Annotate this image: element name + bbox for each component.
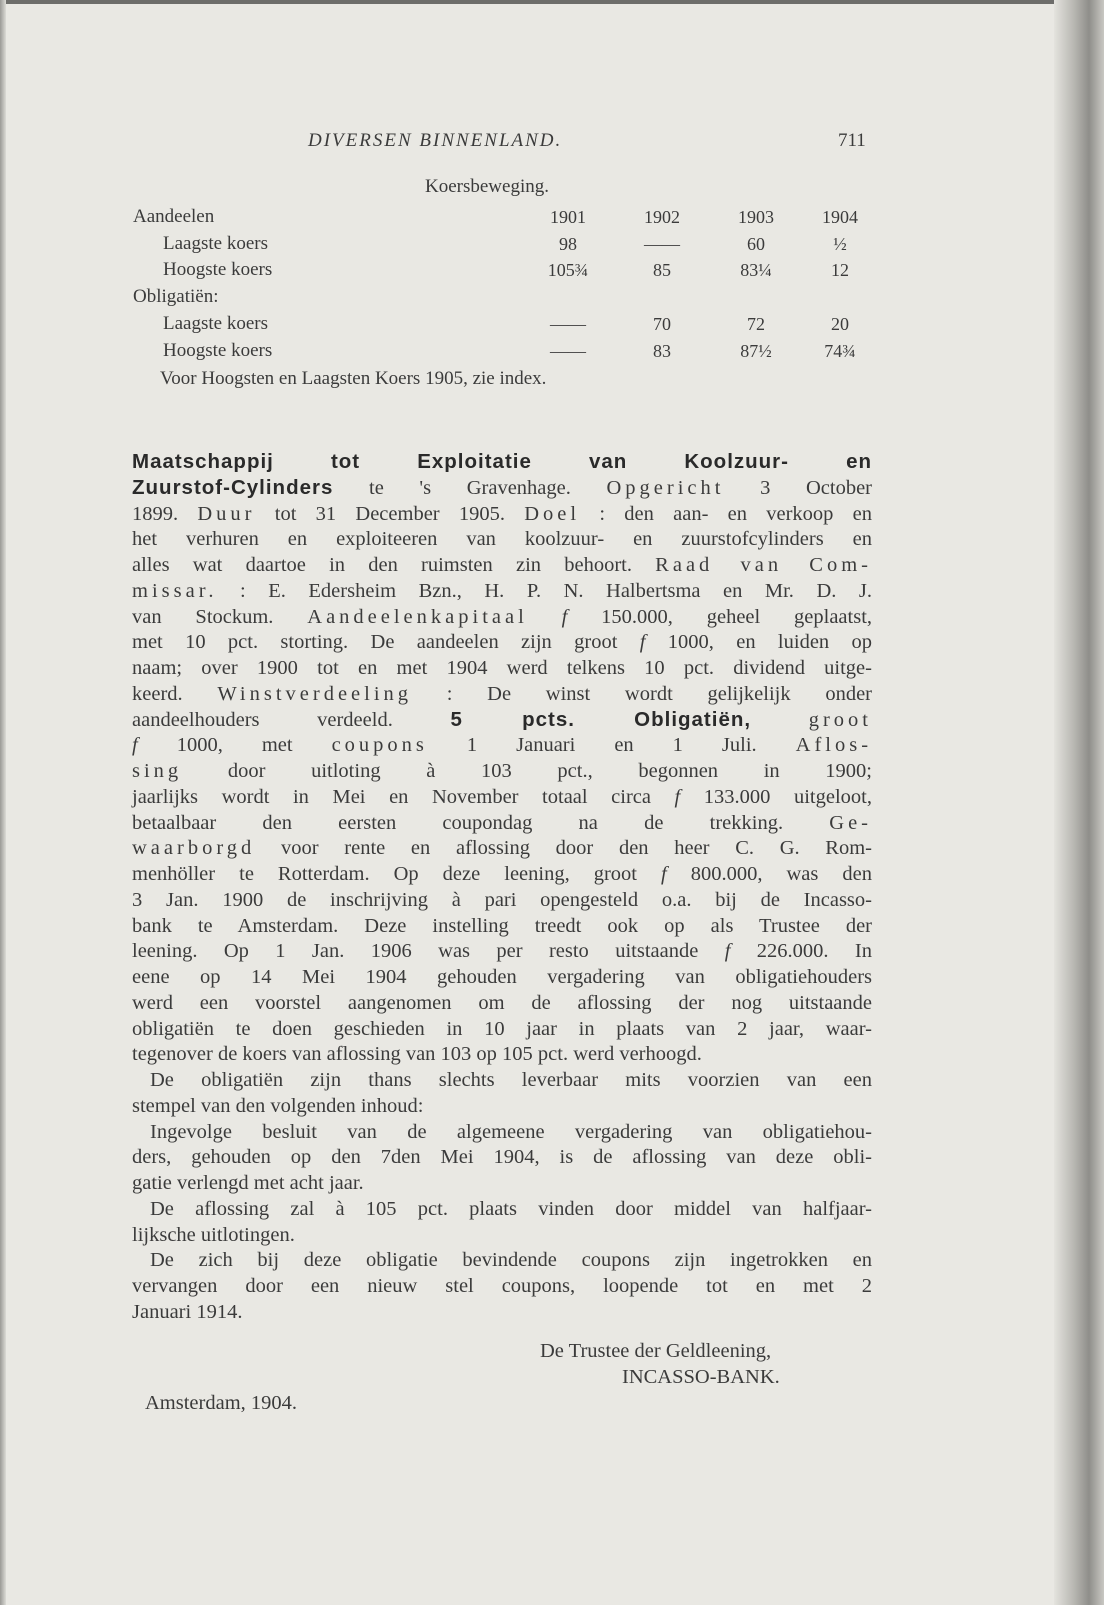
text-line — [132, 811, 872, 835]
text-segment: f — [661, 863, 667, 885]
text-segment: ders, gehouden op den 7den Mei 1904, is de aflossing van deze obli- — [132, 1146, 872, 1169]
text-segment: : E. Edersheim Bzn., H. P. N. Halbertsma en Mr. D. J. — [240, 579, 872, 602]
text-segment: stempel van den volgenden inhoud: — [132, 1094, 424, 1117]
page-number: 711 — [838, 130, 866, 151]
bold-heading-text: Zuurstof-Cylinders — [132, 475, 334, 499]
text-line — [132, 1145, 872, 1169]
table-cell: 1904 — [822, 207, 858, 227]
spaced-emphasis-text: Raad van Com- — [655, 554, 872, 576]
text-segment: 800.000, was den — [690, 863, 872, 885]
table-note: Voor Hoogsten en Laagsten Koers 1905, zie index. — [160, 368, 547, 389]
text-line — [132, 965, 872, 989]
table-cell: 105¾ — [547, 260, 589, 281]
text-line — [132, 450, 872, 474]
text-line — [132, 502, 872, 526]
text-segment: betaalbaar den eersten coupondag na de trekking. — [132, 811, 830, 834]
spaced-emphasis-text: coupons — [331, 734, 428, 757]
text-segment: door uitloting à 103 pct., begonnen in 1900; — [227, 760, 873, 782]
text-line — [132, 1274, 872, 1298]
table-cell: 1903 — [738, 207, 774, 227]
spaced-emphasis-text: missar. — [132, 579, 218, 602]
table-row-label: Laagste koers — [163, 312, 268, 334]
text-line — [150, 1248, 872, 1272]
text-segment: te 's Gravenhage. — [369, 476, 607, 499]
text-segment: vervangen door een nieuw stel coupons, loopende tot en met 2 — [132, 1275, 872, 1297]
text-segment: alles wat daartoe in den ruimsten zin behoort. — [132, 554, 656, 576]
text-segment: obligatiën te doen geschieden in 10 jaar in plaats van 2 jaar, waar- — [132, 1017, 872, 1040]
text-segment: 1899. — [132, 502, 198, 525]
text-line — [132, 1094, 872, 1118]
table-cell: 74¾ — [824, 340, 856, 361]
table-title: Koersbeweging. — [425, 176, 549, 197]
text-line — [132, 605, 872, 629]
text-line — [132, 1171, 872, 1195]
running-header: DIVERSEN BINNENLAND. — [308, 130, 563, 151]
text-segment: naam; over 1900 tot en met 1904 werd telkens 10 pct. dividend uitge- — [132, 657, 872, 679]
text-segment: bank te Amsterdam. Deze instelling treedt ook op als Trustee der — [132, 914, 872, 937]
spaced-emphasis-text: Aflos- — [795, 734, 873, 757]
text-segment: Ingevolge besluit van de algemeene vergadering van obligatiehou- — [150, 1120, 872, 1143]
text-segment: gatie verlengd met acht jaar. — [132, 1172, 364, 1194]
page-top-edge — [0, 0, 1104, 4]
text-segment: 150.000, geheel geplaatst, — [601, 605, 873, 628]
table-cell: 98 — [559, 233, 577, 254]
text-segment: 1000, en luiden op — [667, 631, 873, 654]
text-segment: 1 Januari en 1 Juli. — [466, 734, 796, 757]
spaced-emphasis-text: Doel — [524, 502, 581, 525]
table-cell: —— — [644, 233, 680, 254]
signature-line-2: INCASSO-BANK. — [622, 1366, 780, 1388]
text-segment: 226.000. In — [756, 940, 873, 963]
text-line — [132, 785, 872, 809]
text-segment: f — [674, 785, 681, 808]
table-cell: ½ — [833, 233, 847, 254]
text-segment: keerd. — [132, 682, 218, 705]
text-line — [132, 1300, 872, 1324]
text-line — [132, 759, 872, 783]
table-cell: 60 — [747, 233, 765, 254]
text-segment: tegenover de koers van aflossing van 103 op 105 pct. werd verhoogd. — [132, 1043, 702, 1066]
table-cell: 20 — [831, 313, 849, 334]
table-row-label: Laagste koers — [163, 232, 268, 254]
spaced-emphasis-text: Ge- — [829, 811, 872, 834]
text-segment: leening. Op 1 Jan. 1906 was per resto uitstaande — [132, 940, 725, 963]
text-line — [132, 939, 872, 963]
spaced-emphasis-text: groot — [808, 708, 872, 731]
table-cell: 1902 — [644, 207, 680, 227]
table-row-label: Hoogste koers — [163, 259, 273, 281]
text-segment: f — [639, 631, 646, 654]
text-line — [132, 914, 872, 938]
text-segment: voor rente en aflossing door den heer C. G. Rom- — [281, 837, 873, 860]
text-line — [132, 579, 872, 603]
text-line — [132, 1223, 872, 1247]
text-line — [132, 656, 872, 680]
text-segment: met 10 pct. storting. De aandeelen zijn groot — [132, 631, 640, 654]
spaced-emphasis-text: sing — [132, 760, 183, 782]
text-segment: het verhuren en exploiteeren van koolzuur- en zuurstofcylinders en — [132, 528, 872, 551]
table-cell: 83 — [653, 340, 671, 361]
text-line — [132, 630, 872, 654]
text-segment: 3 October — [760, 476, 873, 499]
text-segment: : De winst wordt gelijkelijk onder — [446, 682, 872, 705]
text-segment: van Stockum. — [132, 605, 308, 628]
text-line — [132, 708, 872, 732]
text-line — [132, 862, 872, 886]
text-segment: aandeelhouders verdeeld. — [132, 708, 451, 731]
text-line — [132, 553, 872, 577]
spaced-emphasis-text: Duur — [197, 502, 256, 525]
text-segment: : den aan- en verkoop en — [599, 502, 873, 525]
text-segment: De zich bij deze obligatie bevindende coupons zijn ingetrokken en — [150, 1249, 872, 1272]
table-cell: 1901 — [550, 207, 586, 227]
text-segment: werd een voorstel aangenomen om de aflossing der nog uitstaande — [132, 991, 872, 1014]
text-line — [132, 836, 872, 860]
spaced-emphasis-text: Opgericht — [606, 476, 725, 499]
text-segment: tot 31 December 1905. — [274, 502, 525, 525]
table-cell: 87½ — [740, 340, 772, 361]
signature-line-1: De Trustee der Geldleening, — [540, 1340, 772, 1362]
text-segment: 1000, met — [176, 734, 332, 757]
table-cell: —— — [550, 313, 586, 334]
table-cell: 72 — [747, 313, 765, 334]
text-line — [150, 1068, 872, 1092]
text-line — [132, 682, 872, 706]
bold-heading-text: 5 pcts. Obligatiën, — [450, 707, 752, 731]
text-line — [132, 888, 872, 912]
page-left-edge — [0, 0, 6, 1605]
text-line — [132, 476, 872, 500]
table-cell: 70 — [653, 313, 671, 334]
text-segment: menhöller te Rotterdam. Op deze leening, groot — [132, 863, 662, 885]
text-line — [132, 1042, 872, 1066]
table-row-label: Obligatiën: — [133, 286, 219, 308]
table-row-label: Aandeelen — [133, 206, 215, 227]
table-cell: 85 — [653, 260, 671, 281]
text-segment: eene op 14 Mei 1904 gehouden vergadering van obligatiehouders — [132, 966, 872, 988]
text-line — [132, 527, 872, 551]
text-segment: 133.000 uitgeloot, — [703, 785, 872, 808]
text-line — [150, 1197, 872, 1221]
spaced-emphasis-text: Winstverdeeling — [217, 682, 413, 705]
text-line — [132, 991, 872, 1015]
text-line — [150, 1120, 872, 1144]
bold-heading-text: Maatschappij tot Exploitatie van Koolzuur- en — [132, 450, 872, 473]
text-segment: De aflossing zal à 105 pct. plaats vinden door middel van halfjaar- — [150, 1197, 872, 1220]
table-row-label: Hoogste koers — [163, 339, 273, 361]
text-segment: f — [724, 940, 731, 963]
text-segment: De obligatiën zijn thans slechts leverbaar mits voorzien van een — [150, 1069, 872, 1091]
place-date: Amsterdam, 1904. — [145, 1392, 298, 1414]
book-spine-shadow — [1054, 0, 1104, 1605]
text-segment: lijksche uitlotingen. — [132, 1223, 295, 1246]
table-cell: 12 — [831, 260, 849, 281]
table-cell: 83¼ — [740, 260, 772, 281]
text-segment: f — [561, 605, 568, 628]
text-line — [132, 733, 872, 757]
text-segment: 3 Jan. 1900 de inschrijving à pari opengesteld o.a. bij de Incasso- — [132, 888, 872, 911]
text-segment: Januari 1914. — [132, 1300, 243, 1323]
spaced-emphasis-text: waarborgd — [132, 837, 256, 860]
text-segment: f — [132, 734, 138, 757]
text-line — [132, 1017, 872, 1041]
spaced-emphasis-text: Aandeelenkapitaal — [307, 605, 528, 628]
table-cell: —— — [550, 340, 586, 361]
text-segment: jaarlijks wordt in Mei en November totaal circa — [132, 785, 675, 808]
